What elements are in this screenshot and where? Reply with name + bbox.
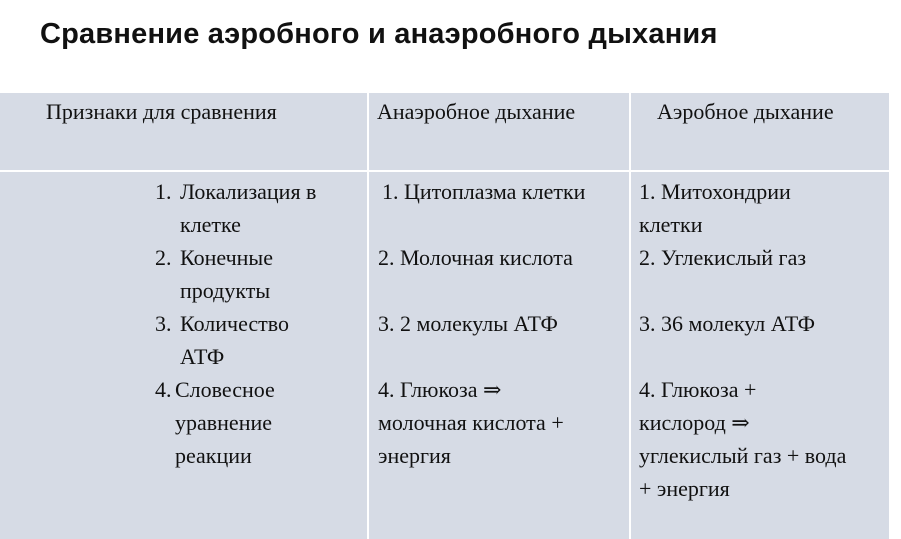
comparison-table	[0, 93, 889, 539]
criterion-text: Конечные продукты	[180, 245, 273, 303]
anaerobic-cell: 2. Молочная кислота	[378, 245, 573, 270]
aerobic-cell: 2. Углекислый газ	[639, 245, 807, 270]
criterion-text: Количество АТФ	[180, 311, 290, 369]
column-divider	[629, 93, 631, 539]
criterion-number: 4.	[155, 377, 172, 402]
criterion-item	[155, 307, 289, 373]
criterion-item	[155, 241, 273, 307]
page-title: Сравнение аэробного и анаэробного дыхания	[40, 18, 718, 50]
header-divider	[0, 170, 889, 172]
anaerobic-cell: 3. 2 молекулы АТФ	[378, 311, 558, 336]
criterion-number: 2.	[155, 245, 172, 270]
criterion-number: 3.	[155, 311, 172, 336]
header-criteria: Признаки для сравнения	[46, 99, 277, 124]
criterion-text: Локализация в клетке	[180, 179, 317, 237]
aerobic-cell: 1. Митохондрии клетки	[639, 179, 791, 237]
criterion-number: 1.	[155, 179, 172, 204]
criterion-item	[155, 175, 316, 241]
aerobic-cell: 3. 36 молекул АТФ	[639, 311, 816, 336]
header-aerobic: Аэробное дыхание	[657, 99, 834, 124]
criterion-item	[155, 373, 275, 472]
anaerobic-cell: 1. Цитоплазма клетки	[382, 179, 586, 204]
aerobic-cell: 4. Глюкоза + кислород ⇒ углекислый газ + вода + энергия	[639, 377, 847, 501]
column-divider	[367, 93, 369, 539]
header-anaerobic: Анаэробное дыхание	[377, 99, 576, 124]
criterion-text: Словесное уравнение реакции	[175, 377, 275, 468]
anaerobic-cell: 4. Глюкоза ⇒ молочная кислота + энергия	[378, 377, 564, 468]
